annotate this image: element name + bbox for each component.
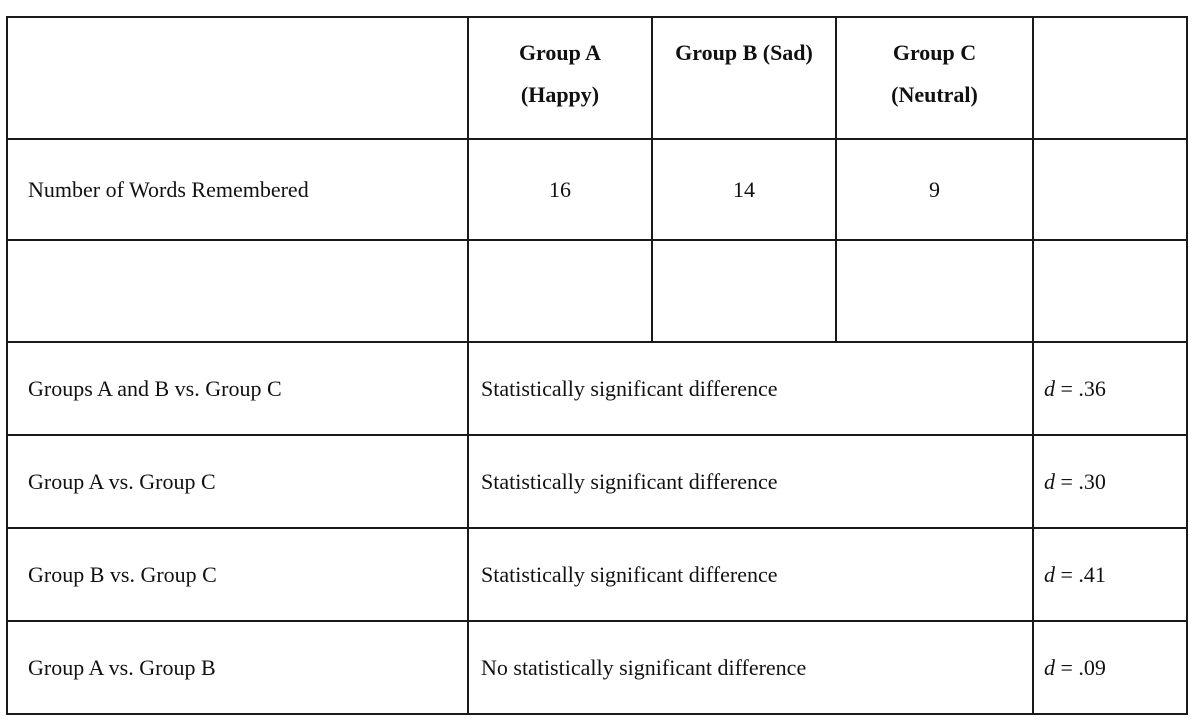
effect-size-cell — [1033, 435, 1187, 528]
header-row — [7, 17, 1187, 139]
effect-size-symbol: d — [1044, 561, 1055, 587]
comparison-label-text: Group A vs. Group B — [28, 654, 216, 680]
header-effect-empty-cell — [1033, 17, 1187, 139]
effect-size-symbol: d — [1044, 375, 1055, 401]
header-group-b-label: Group B (Sad) — [675, 40, 813, 65]
header-group-a-line2: (Happy) — [520, 82, 600, 107]
comparison-row — [7, 342, 1187, 435]
effect-size-value: = .41 — [1060, 561, 1106, 587]
comparison-result — [468, 342, 1033, 435]
comparison-label-text: Groups A and B vs. Group C — [28, 375, 282, 401]
header-group-c-line1: Group C — [892, 40, 977, 65]
comparison-row — [7, 435, 1187, 528]
comparison-row — [7, 621, 1187, 714]
comparison-label — [7, 342, 468, 435]
empty-cell — [468, 240, 652, 342]
empty-row — [7, 240, 1187, 342]
effect-size-cell — [1033, 621, 1187, 714]
comparison-label-text: Group A vs. Group C — [28, 468, 216, 494]
empty-cell — [7, 240, 468, 342]
words-effect-empty-cell — [1033, 139, 1187, 240]
empty-cell — [652, 240, 836, 342]
comparison-result — [468, 621, 1033, 714]
header-group-c-line2: (Neutral) — [891, 82, 978, 107]
effect-size-symbol: d — [1044, 654, 1055, 680]
comparison-result-text: Statistically significant difference — [481, 468, 778, 494]
comparison-result-text: No statistically significant difference — [481, 654, 807, 680]
comparison-result-text: Statistically significant difference — [481, 561, 778, 587]
words-remembered-label — [7, 139, 468, 240]
comparison-result-text: Statistically significant difference — [481, 375, 778, 401]
empty-cell — [1033, 240, 1187, 342]
group-b-words-value: 14 — [652, 139, 836, 240]
group-c-words-value: 9 — [836, 139, 1033, 240]
group-a-words-value: 16 — [468, 139, 652, 240]
header-group-a — [468, 17, 652, 139]
comparison-label-text: Group B vs. Group C — [28, 561, 217, 587]
header-group-a-line1: Group A — [518, 40, 602, 65]
comparison-result — [468, 528, 1033, 621]
effect-size-cell — [1033, 342, 1187, 435]
header-group-c — [836, 17, 1033, 139]
comparison-result — [468, 435, 1033, 528]
effect-size-cell — [1033, 528, 1187, 621]
effect-size-value: = .09 — [1060, 654, 1106, 680]
header-empty-cell — [7, 17, 468, 139]
comparison-label — [7, 435, 468, 528]
words-remembered-row — [7, 139, 1187, 240]
effect-size-symbol: d — [1044, 468, 1055, 494]
words-remembered-label-text: Number of Words Remembered — [28, 176, 309, 202]
comparison-row — [7, 528, 1187, 621]
effect-size-value: = .36 — [1060, 375, 1106, 401]
comparison-label — [7, 621, 468, 714]
empty-cell — [836, 240, 1033, 342]
effect-size-value: = .30 — [1060, 468, 1106, 494]
comparison-label — [7, 528, 468, 621]
results-table — [6, 16, 1188, 715]
header-group-b — [652, 17, 836, 139]
